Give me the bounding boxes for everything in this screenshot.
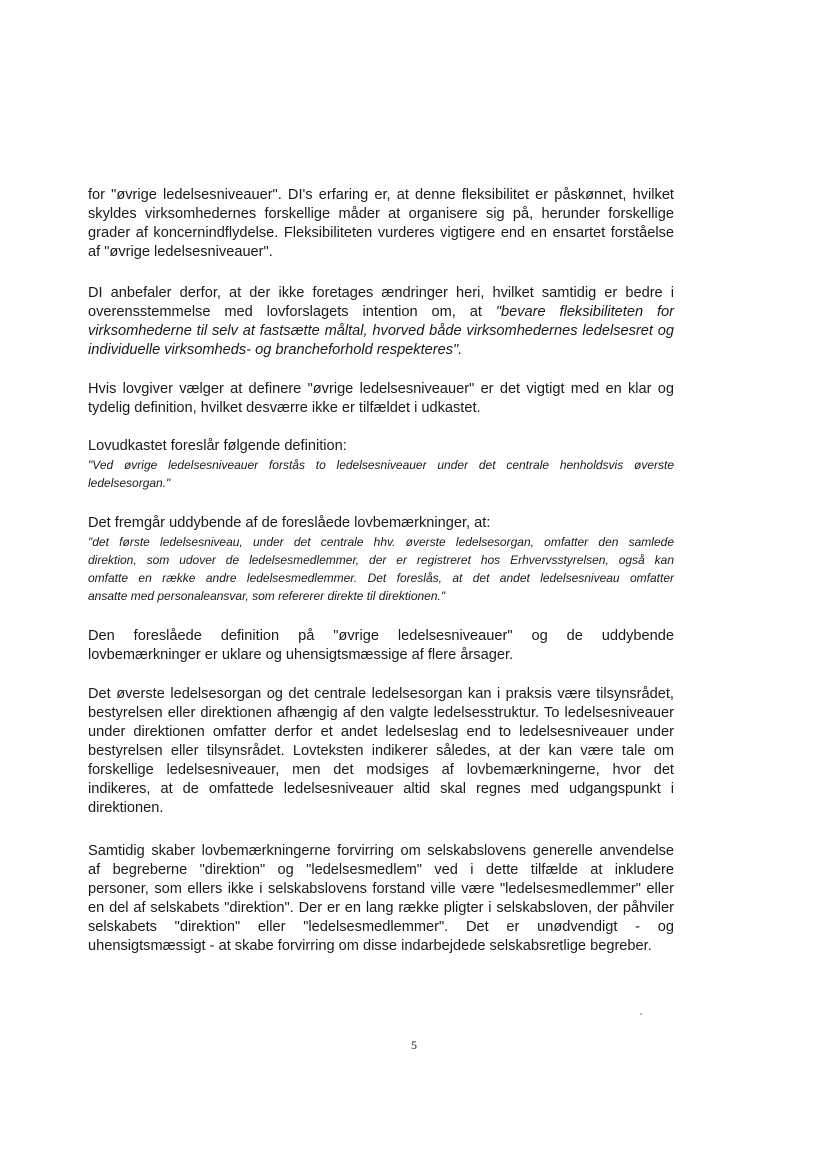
- text-line: tydelig definition, hvilket desværre ikke er tilfældet i udkastet.: [88, 400, 481, 416]
- paragraph-5: [88, 514, 674, 605]
- text-line: personer, som ellers ikke i selskabslovens forstand ville være "ledelsesmedlemmer" eller: [88, 881, 674, 897]
- quote-line: ansatte med personaleansvar, som refererer direkte til direktionen.": [88, 589, 446, 603]
- text-line: af begreberne "direktion" og "ledelsesmedlem" ved i dette tilfælde at inkludere: [88, 862, 674, 878]
- text-line: Den foreslåede definition på "øvrige ledelsesniveauer" og de uddybende: [88, 628, 674, 644]
- quote-line: "Ved øvrige ledelsesniveauer forstås to ledelsesniveauer under det centrale henholdsvis øverste: [88, 458, 674, 472]
- paragraph-1: [88, 186, 674, 262]
- text-line: uhensigtsmæssigt - at skabe forvirring om disse indarbejdede selskabsretlige begreber.: [88, 938, 652, 954]
- text-line: selskabets "direktion" eller "ledelsesmedlemmer". Det er unødvendigt - og: [88, 919, 674, 935]
- text-line: bestyrelsen eller direktionen afhængig af den valgte ledelsesstruktur. To ledelsesniveauer: [88, 705, 674, 721]
- text-line: DI anbefaler derfor, at der ikke foretages ændringer heri, hvilket samtidig er bedre i: [88, 285, 674, 301]
- text-segment: overensstemmelse med lovforslagets intention om, at: [88, 304, 496, 320]
- paragraph-6: [88, 627, 674, 665]
- quote-segment: "bevare fleksibiliteten for: [495, 304, 674, 320]
- quote-line: direktion, som udover de ledelsesmedlemmer, der er registreret hos Erhvervsstyrelsen, også kan: [88, 553, 674, 567]
- paragraph-2: [88, 284, 674, 360]
- text-line: under direktionen omfatter derfor et andet ledelseslag end to ledelsesniveauer under: [88, 724, 674, 740]
- text-line: skyldes virksomhedernes forskellige måder at organisere sig på, herunder forskellige: [88, 206, 674, 222]
- text-line: for "øvrige ledelsesniveauer". DI's erfaring er, at denne fleksibilitet er påskønnet, hvilket: [88, 187, 674, 203]
- quote-line: "det første ledelsesniveau, under det centrale hhv. øverste ledelsesorgan, omfatter den samlede: [88, 535, 674, 549]
- quote-line: individuelle virksomheds- og brancheforhold respekteres".: [88, 342, 463, 358]
- text-line: grader af koncernindflydelse. Fleksibiliteten vurderes vigtigere end en ensartet forståelse: [88, 225, 674, 241]
- text-line: indikeres, at de omfattede ledelsesniveauer altid skal regnes med udgangspunkt i: [88, 781, 674, 797]
- text-line: Lovudkastet foreslår følgende definition:: [88, 438, 347, 454]
- text-line: Det fremgår uddybende af de foreslåede lovbemærkninger, at:: [88, 515, 491, 531]
- text-line: direktionen.: [88, 800, 164, 816]
- text-line: af "øvrige ledelsesniveauer".: [88, 244, 273, 260]
- page-number: 5: [411, 1038, 417, 1052]
- text-line: forskellige ledelsesniveauer, men det modsiges af lovbemærkningerne, hvor det: [88, 762, 674, 778]
- paragraph-8: [88, 842, 674, 956]
- text-line: bestyrelsen eller tilsynsrådet. Lovteksten indikerer således, at der kan være tale om: [88, 743, 674, 759]
- text-line: en del af selskabets "direktion". Der er en lang række pligter i selskabsloven, der påhviler: [88, 900, 674, 916]
- text-line: Hvis lovgiver vælger at definere "øvrige ledelsesniveauer" er det vigtigt med en klar og: [88, 381, 674, 397]
- text-line: Det øverste ledelsesorgan og det centrale ledelsesorgan kan i praksis være tilsynsrådet,: [88, 686, 674, 702]
- paragraph-4: [88, 437, 674, 492]
- quote-line: ledelsesorgan.": [88, 476, 171, 490]
- text-line-mixed: [88, 303, 674, 322]
- quote-line: omfatte en række andre ledelsesmedlemmer. Det foreslås, at det andet ledelsesniveau omfatter: [88, 571, 674, 585]
- quote-line: virksomhederne til selv at fastsætte måltal, hvorved både virksomhedernes ledelsesret og: [88, 323, 674, 339]
- paragraph-7: [88, 685, 674, 818]
- text-line: lovbemærkninger er uklare og uhensigtsmæssige af flere årsager.: [88, 647, 514, 663]
- paragraph-3: [88, 380, 674, 418]
- text-line: Samtidig skaber lovbemærkningerne forvirring om selskabslovens generelle anvendelse: [88, 843, 674, 859]
- scan-speck: [640, 1013, 642, 1015]
